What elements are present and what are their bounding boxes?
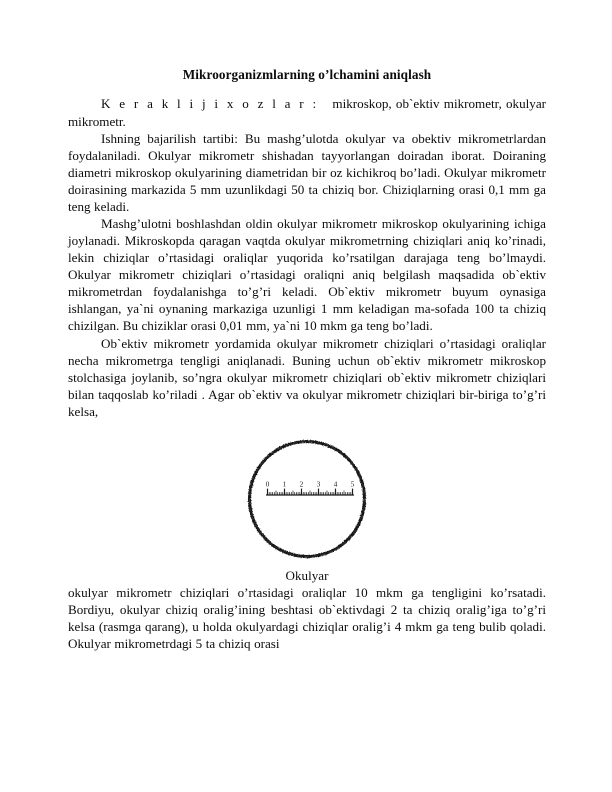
document-body (68, 66, 546, 652)
micrometer-scale-icon (266, 489, 354, 495)
page-title: Mikroorganizmlarning o’lchamini aniqlash (182, 67, 432, 82)
scale-label: 1 (282, 479, 287, 489)
paragraph-equipment (68, 95, 546, 129)
scale-label: 2 (299, 479, 304, 489)
paragraph-setup: Mashg’ulotni boshlashdan oldin okulyar mikrometr mikroskop okulyarining ichiga joylanadi. Mikroskopda qaragan vaqtda okulyar mikrometrning chiziqlari aniq ko’rinadi, lekin chiziqlar o’rtasidagi oraliqlar yuqorida ko’rsatilgan darajaga teng bo’lmaydi. Okulyar mikrometr chiziqlari o’rtasidagi oraliqni aniq belgilash maqsadida ob`ektiv mikrometrdan foydalanishga to’g’ri keladi. Ob`ektiv mikrometr buyum oynasiga ishlangan, ya`ni oynaning markaziga uzunligi 1 mm keladigan ma-sofada 100 ta chiziq chizilgan. Bu chiziklar orasi 0,01 mm, ya`ni 10 mkm ga teng bo’ladi. (68, 215, 546, 334)
field-of-view-svg (240, 438, 374, 560)
equipment-label: K e r a k l i j i x o z l a r : (101, 96, 319, 112)
scale-label: 0 (265, 479, 270, 489)
paragraph-conclusion: okulyar mikrometr chiziqlari o’rtasidagi oraliqlar 10 mkm ga tengligini ko’rsatadi. Bordiyu, okulyar chiziq oralig’ining beshtasi ob`ektivdagi 2 ta chiziq oralig’iga to’g’ri kelsa (rasmga qarang), u holda okulyardagi chiziqlar oralig’i 4 mkm ga teng bulib qoladi. Okulyar mikrometrdagi 5 ta chiziq orasi (68, 584, 546, 652)
scale-label: 5 (350, 479, 355, 489)
field-of-view-diagram (240, 438, 374, 560)
paragraph-comparison: Ob`ektiv mikrometr yordamida okulyar mikrometr chiziqlari o’rtasidagi oraliqlar necha mikrometrga tengligi aniqlanadi. Buning uchun ob`ektiv mikrometr mikroskop stolchasiga joylanib, so’ngra okulyar mikrometr chiziqlari ob`ektiv mikrometr chiziqlari bilan taqqoslab ko’riladi . Agar ob`ektiv va okulyar mikrometr chiziqlari bir-biriga to’g’ri kelsa, (68, 335, 546, 419)
figure-caption: Okulyar (285, 567, 329, 583)
scale-label: 3 (316, 479, 321, 489)
scale-labels (266, 479, 355, 488)
eyepiece-ring-icon (250, 441, 365, 556)
equipment-list: mikroskop, ob`ektiv mikrometr, okulyar mikrometr. (68, 96, 547, 129)
scale-label: 4 (333, 479, 338, 489)
paragraph-procedure: Ishning bajarilish tartibi: Bu mashg’ulotda okulyar va obektiv mikrometrlardan foydalaniladi. Okulyar mikrometr shishadan tayyorlangan doiradan iborat. Doiraning diametri mikroskop okulyarining diametridan bir oz kichikroq bo’ladi. Okulyar mikrometr doirasining markazida 5 mm uzunlikdagi 50 ta chiziq bor. Chiziqlarning orasi 0,1 mm ga teng keladi. (68, 130, 546, 214)
figure-okulyar (68, 438, 546, 584)
